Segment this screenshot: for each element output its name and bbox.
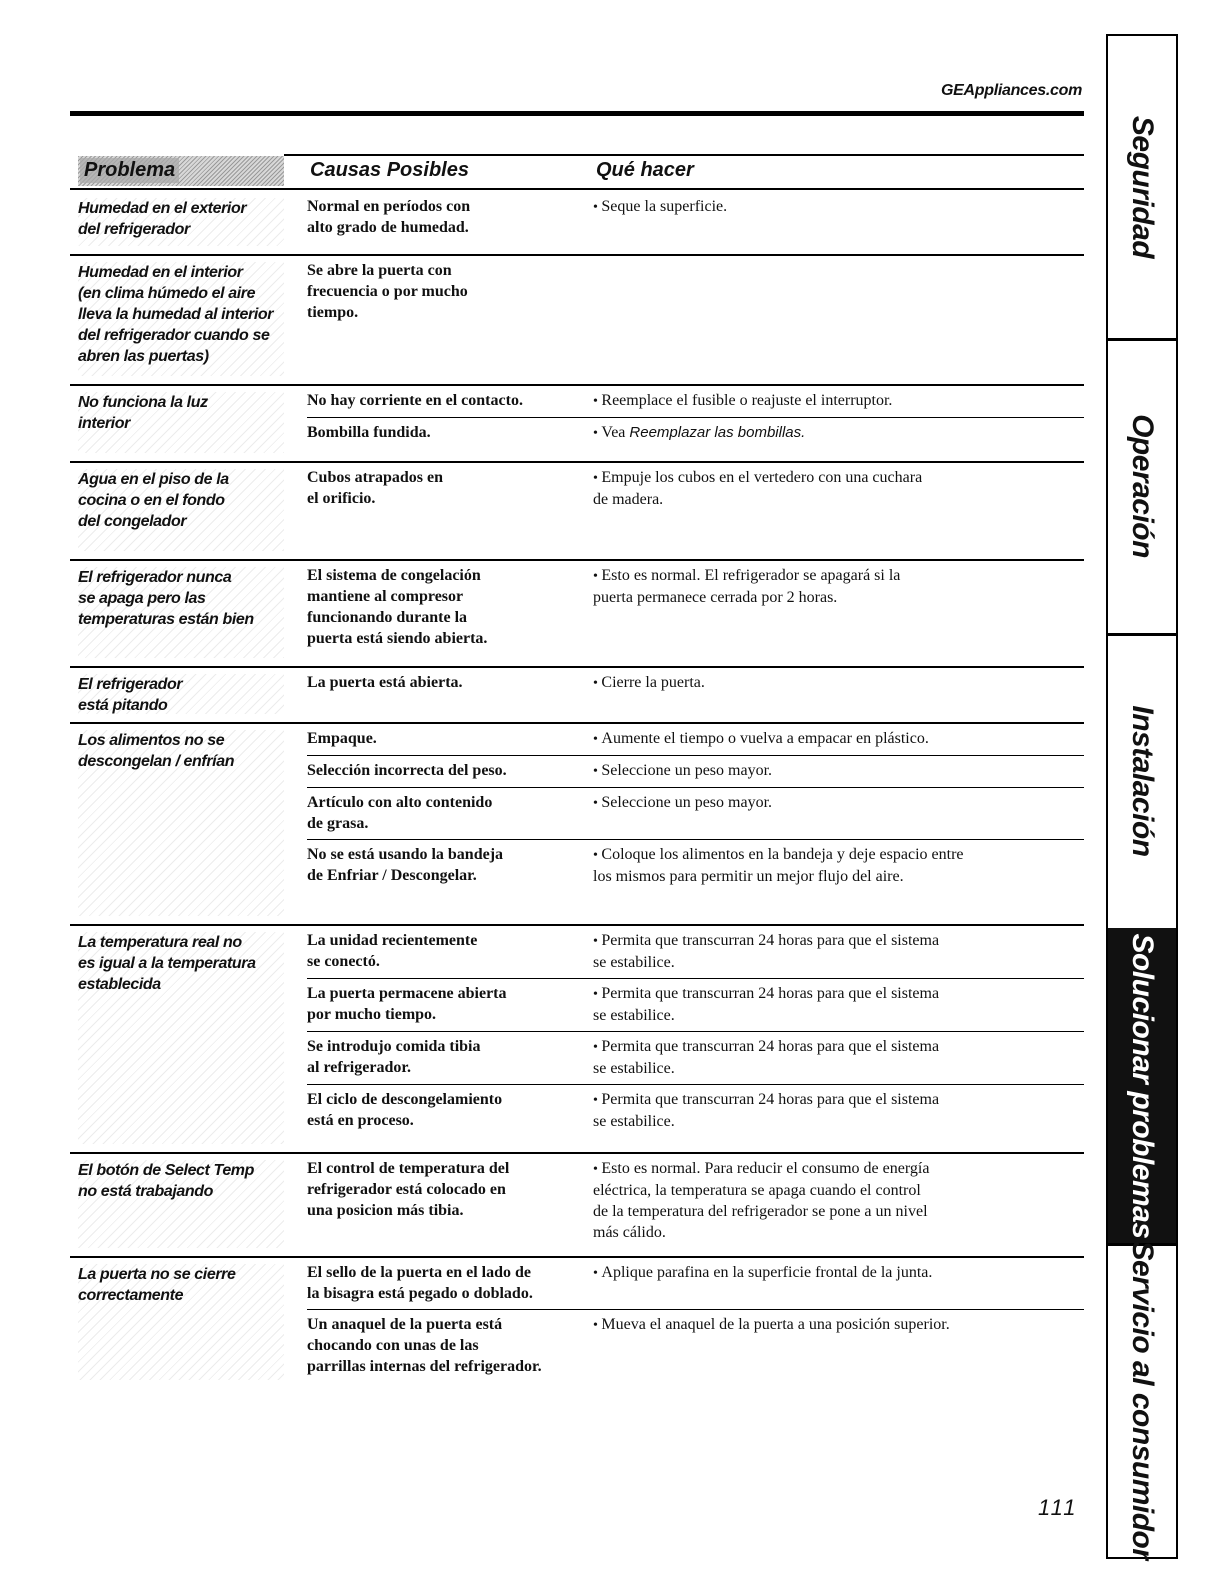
action-cell [593, 561, 1084, 654]
problem-cell [78, 262, 284, 376]
action-cell [593, 192, 1084, 243]
table-row [307, 668, 1084, 699]
bullet-icon: • [593, 676, 602, 691]
problem-text: La puerta no se cierre correctamente [78, 1266, 236, 1304]
bullet-icon: • [593, 200, 602, 215]
action-cell [593, 1310, 1084, 1382]
table-row [307, 256, 1084, 328]
table-row [307, 1258, 1084, 1309]
bullet-icon: • [593, 471, 602, 486]
action-cell [593, 668, 1084, 699]
cause-text: Artículo con alto contenido de grasa. [307, 794, 493, 832]
action-cell [593, 926, 1084, 978]
action-text: Permita que transcurran 24 horas para que el sistema se estabilice. [593, 1091, 940, 1130]
table-row [307, 417, 1084, 449]
bullet-icon: • [593, 987, 602, 1002]
table-row [307, 1084, 1084, 1137]
table-row [307, 561, 1084, 654]
action-text: Cierre la puerta. [601, 674, 705, 691]
troubleshooting-table [70, 192, 1084, 1388]
action-text: Esto es normal. Para reducir el consumo de energía eléctrica, la temperatura se apaga cuando el control de la temperatura del refrigerador se pone a un nivel más cálido. [593, 1160, 930, 1241]
action-text: Aumente el tiempo o vuelva a empacar en plástico. [601, 730, 929, 747]
problem-column-header [78, 156, 284, 186]
problem-cell [78, 932, 284, 1144]
problem-text: Agua en el piso de la cocina o en el fondo del congelador [78, 471, 229, 530]
action-cell [593, 840, 1084, 892]
section-tab[interactable] [1108, 928, 1176, 1246]
action-cell [593, 418, 1084, 449]
action-cell [593, 979, 1084, 1031]
bullet-icon: • [593, 426, 602, 441]
action-column-header: Qué hacer [596, 159, 694, 181]
bullet-icon: • [593, 732, 602, 747]
cause-text: El control de temperatura del refrigerador está colocado en una posicion más tibia. [307, 1160, 510, 1219]
cause-text: El sello de la puerta en el lado de la bisagra está pegado o doblado. [307, 1264, 533, 1302]
table-row [307, 1309, 1084, 1382]
site-url: GEAppliances.com [940, 82, 1082, 99]
problem-text: La temperatura real no es igual a la temperatura establecida [78, 934, 256, 993]
problem-cell [78, 1160, 284, 1248]
action-text: Permita que transcurran 24 horas para que el sistema se estabilice. [593, 985, 940, 1024]
bullet-icon: • [593, 1318, 602, 1333]
problem-cell [78, 469, 284, 551]
action-cell [593, 756, 1084, 787]
action-text: Seque la superficie. [601, 198, 728, 215]
cause-text: El sistema de congelación mantiene al compresor funcionando durante la puerta está siendo abierta. [307, 567, 488, 647]
cause-text: El ciclo de descongelamiento está en proceso. [307, 1091, 503, 1129]
section-tab-label: Servicio al consumidor [1126, 1240, 1159, 1560]
bullet-icon: • [593, 764, 602, 779]
problem-group [70, 668, 1084, 724]
action-text: Empuje los cubos en el vertedero con una cuchara de madera. [593, 469, 923, 508]
problem-group [70, 1154, 1084, 1258]
section-tab[interactable] [1108, 633, 1176, 931]
action-text: Esto es normal. El refrigerador se apagará si la puerta permanece cerrada por 2 horas. [593, 567, 901, 606]
table-row [307, 463, 1084, 515]
table-header [70, 154, 1084, 190]
problem-cell [78, 674, 284, 714]
problem-group [70, 1258, 1084, 1388]
problem-text: Humedad en el interior (en clima húmedo el aire lleva la humedad al interior del refrigerador cuando se abren las puertas) [78, 264, 274, 365]
table-row [307, 755, 1084, 787]
problem-group [70, 463, 1084, 561]
table-row [307, 724, 1084, 755]
action-cell [593, 386, 1084, 417]
bullet-icon: • [593, 1040, 602, 1055]
bullet-icon: • [593, 1266, 602, 1281]
cause-text: No hay corriente en el contacto. [307, 392, 523, 409]
table-row [307, 1031, 1084, 1084]
action-cell [593, 788, 1084, 839]
problem-group [70, 256, 1084, 386]
bullet-icon: • [593, 848, 602, 863]
cause-text: Bombilla fundida. [307, 424, 431, 441]
top-rule [70, 111, 1084, 116]
problem-text: El botón de Select Temp no está trabajando [78, 1162, 255, 1200]
table-row [307, 386, 1084, 417]
section-tab-label: Operación [1126, 413, 1159, 558]
action-cell [593, 1032, 1084, 1084]
cause-text: Un anaquel de la puerta está chocando con unas de las parrillas internas del refrigerador. [307, 1316, 542, 1375]
action-cell [593, 1085, 1084, 1137]
bullet-icon: • [593, 394, 602, 409]
problem-cell [78, 198, 284, 246]
table-row [307, 192, 1084, 243]
cause-text: Selección incorrecta del peso. [307, 762, 507, 779]
problem-cell [78, 1264, 284, 1380]
section-tab[interactable] [1108, 338, 1176, 636]
section-tab[interactable] [1108, 1240, 1176, 1560]
cause-text: Empaque. [307, 730, 377, 747]
cause-text: Cubos atrapados en el orificio. [307, 469, 444, 507]
problem-cell [78, 567, 284, 658]
action-reference-link: Reemplazar las bombillas. [629, 424, 806, 441]
section-tab-label: Instalación [1126, 704, 1159, 857]
bullet-icon: • [593, 1162, 602, 1177]
action-cell [593, 256, 1084, 328]
table-row [307, 1154, 1084, 1248]
action-text: Permita que transcurran 24 horas para que el sistema se estabilice. [593, 1038, 940, 1077]
section-tab[interactable] [1108, 36, 1176, 341]
table-row [307, 978, 1084, 1031]
table-row [307, 787, 1084, 839]
page-number: 111 [1038, 1495, 1078, 1520]
cause-text: Se introdujo comida tibia al refrigerador. [307, 1038, 481, 1076]
section-tab-label: Seguridad [1126, 115, 1159, 259]
cause-text: La puerta está abierta. [307, 674, 463, 691]
causes-column-header: Causas Posibles [310, 159, 469, 181]
problem-cell [78, 730, 284, 916]
problem-group [70, 926, 1084, 1154]
bullet-icon: • [593, 569, 602, 584]
action-text: Aplique parafina en la superficie frontal de la junta. [601, 1264, 933, 1281]
problem-text: Humedad en el exterior del refrigerador [78, 200, 247, 238]
cause-text: Normal en períodos con alto grado de humedad. [307, 198, 471, 236]
bullet-icon: • [593, 1093, 602, 1108]
action-cell [593, 1258, 1084, 1309]
table-row [307, 839, 1084, 892]
section-tabs [1106, 34, 1178, 1559]
action-text: Permita que transcurran 24 horas para que el sistema se estabilice. [593, 932, 940, 971]
problem-text: El refrigerador está pitando [78, 676, 183, 714]
problem-group [70, 192, 1084, 256]
action-text: Reemplace el fusible o reajuste el interruptor. [601, 392, 893, 409]
action-prefix: Vea [601, 424, 630, 441]
problem-column-label: Problema [80, 158, 179, 183]
table-row [307, 926, 1084, 978]
problem-group [70, 561, 1084, 668]
problem-text: El refrigerador nunca se apaga pero las temperaturas están bien [78, 569, 254, 628]
action-text: Seleccione un peso mayor. [601, 794, 773, 811]
cause-text: La puerta permacene abierta por mucho tiempo. [307, 985, 507, 1023]
action-text: Seleccione un peso mayor. [601, 762, 773, 779]
action-cell [593, 1154, 1084, 1248]
section-tab-label: Solucionar problemas [1126, 932, 1159, 1239]
bullet-icon: • [593, 796, 602, 811]
action-text: Mueva el anaquel de la puerta a una posición superior. [601, 1316, 950, 1333]
action-cell [593, 724, 1084, 755]
problem-cell [78, 392, 284, 453]
action-cell [593, 463, 1084, 515]
action-text: Coloque los alimentos en la bandeja y deje espacio entre los mismos para permitir un mejor flujo del aire. [593, 846, 964, 885]
problem-text: Los alimentos no se descongelan / enfrían [78, 732, 235, 770]
cause-text: La unidad recientemente se conectó. [307, 932, 478, 970]
cause-text: No se está usando la bandeja de Enfriar / Descongelar. [307, 846, 504, 884]
bullet-icon: • [593, 934, 602, 949]
cause-text: Se abre la puerta con frecuencia o por mucho tiempo. [307, 262, 468, 321]
problem-text: No funciona la luz interior [78, 394, 208, 432]
problem-group [70, 724, 1084, 926]
problem-group [70, 386, 1084, 463]
